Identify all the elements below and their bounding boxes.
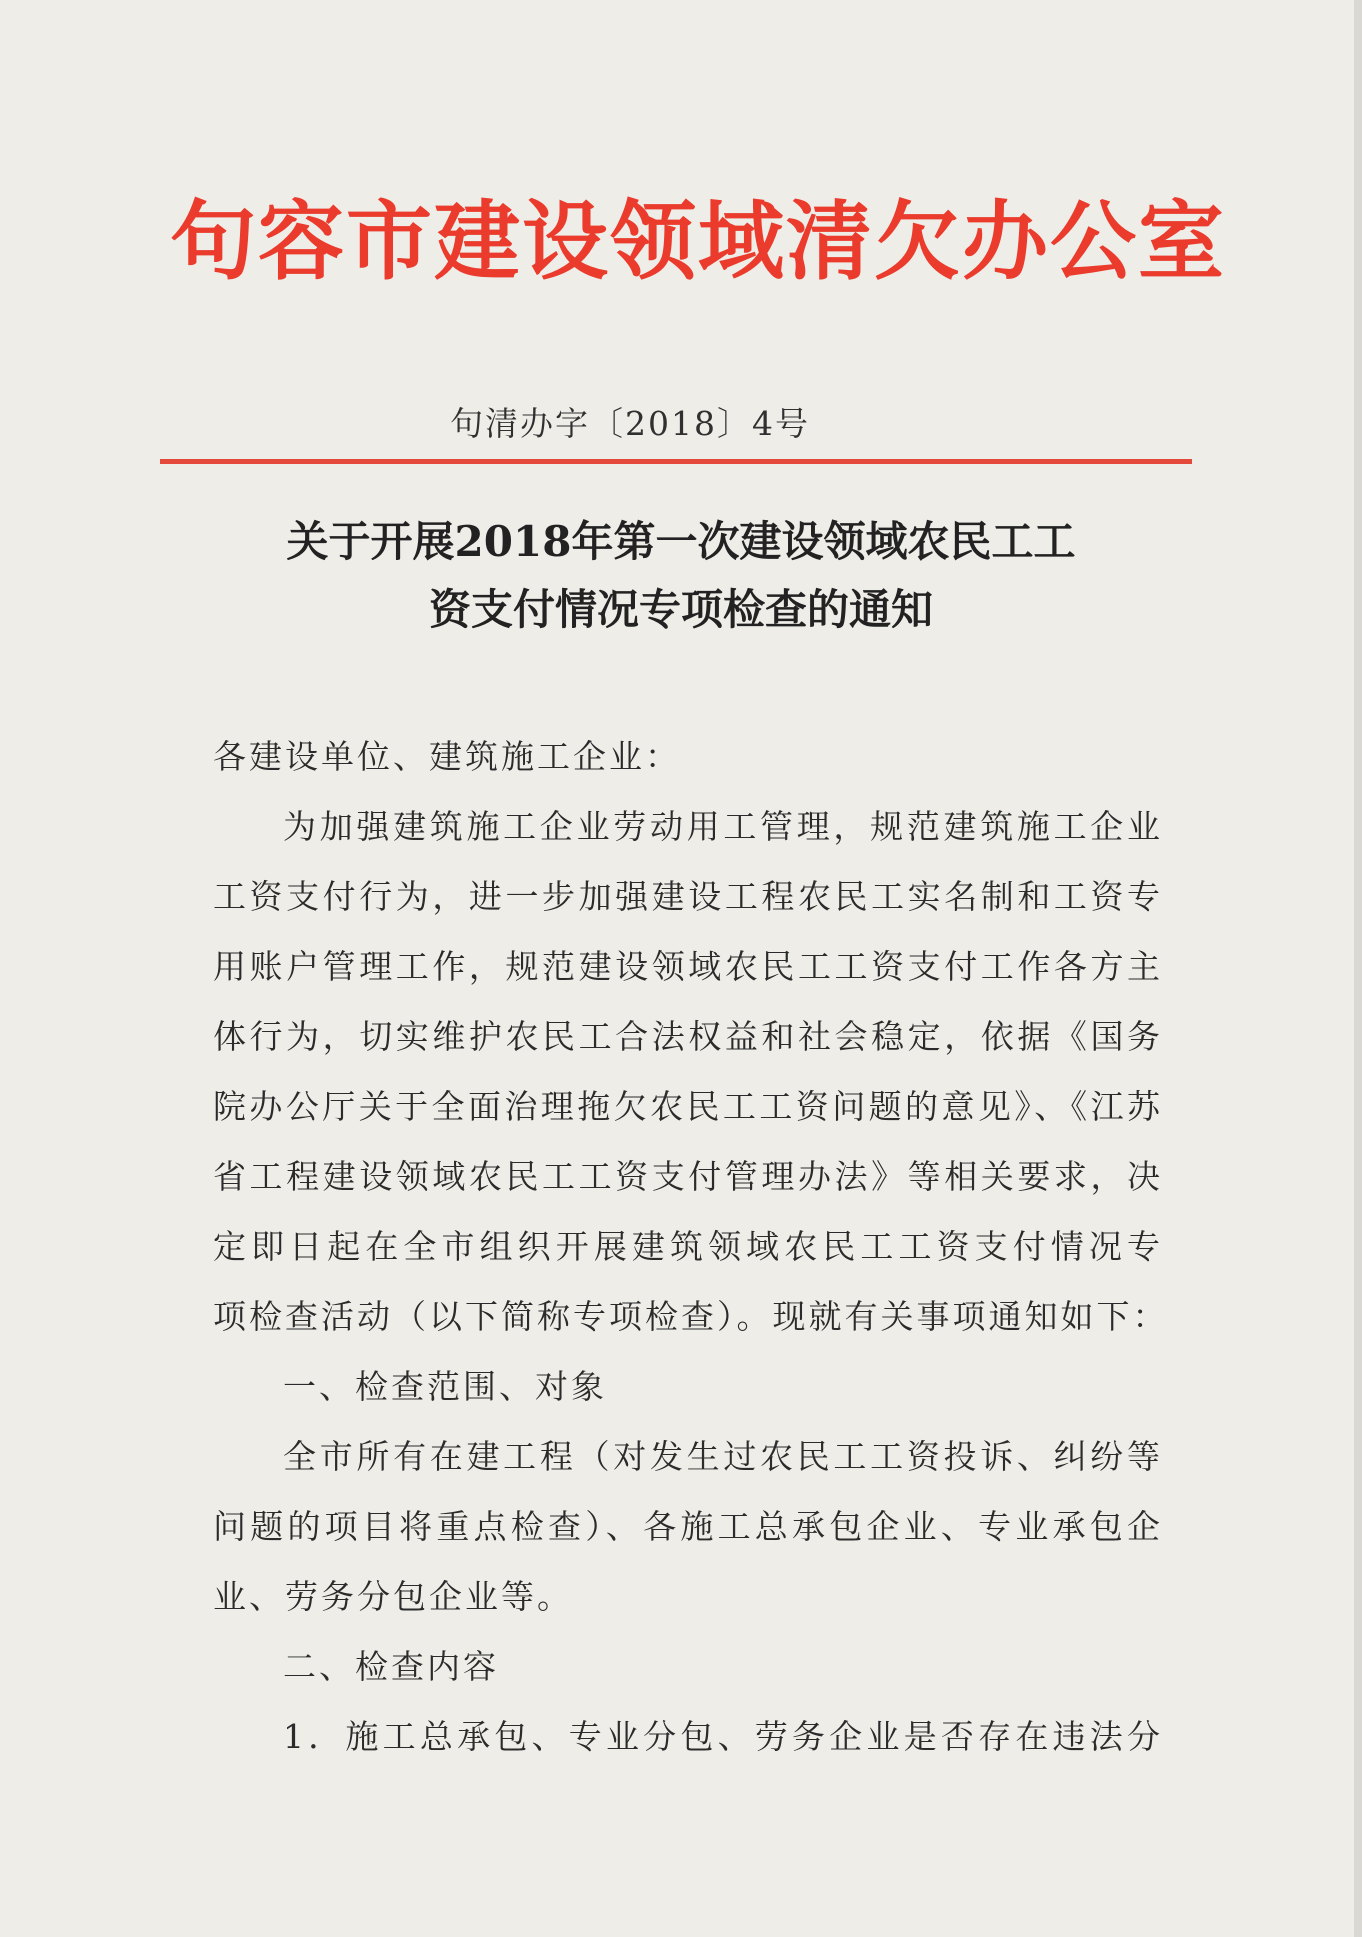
body-line: 问题的项目将重点检查）、各施工总承包企业、专业承包企 [213, 1507, 1163, 1546]
red-divider-line [160, 459, 1192, 464]
notice-title [150, 508, 1212, 644]
title-line: 关于开展2018年第一次建设领域农民工工 [286, 517, 1076, 566]
document-body [213, 722, 1169, 1772]
body-line: 全市所有在建工程（对发生过农民工工资投诉、纠纷等 [283, 1437, 1163, 1476]
body-line: 用账户管理工作，规范建设领域农民工工资支付工作各方主 [213, 947, 1163, 986]
body-line: 省工程建设领域农民工工资支付管理办法》等相关要求，决 [213, 1157, 1163, 1196]
body-line: 定即日起在全市组织开展建筑领域农民工工资支付情况专 [213, 1227, 1163, 1266]
body-line: 工资支付行为，进一步加强建设工程农民工实名制和工资专 [213, 877, 1163, 916]
document-number: 句清办字〔2018〕4号 [450, 404, 810, 443]
body-line: 项检查活动（以下简称专项检查）。现就有关事项通知如下： [213, 1297, 1169, 1336]
letterhead: 句容市建设领域清欠办公室 [170, 191, 1226, 292]
body-line: 1．施工总承包、专业分包、劳务企业是否存在违法分 [283, 1717, 1163, 1756]
section-heading: 二、检查内容 [283, 1647, 499, 1686]
body-line: 业、劳务分包企业等。 [213, 1577, 573, 1616]
salutation: 各建设单位、建筑施工企业： [213, 737, 681, 776]
body-line: 为加强建筑施工企业劳动用工管理，规范建筑施工企业 [283, 807, 1163, 846]
scan-edge [1354, 0, 1362, 1937]
body-line: 院办公厅关于全面治理拖欠农民工工资问题的意见》、《江苏 [213, 1087, 1163, 1126]
title-line: 资支付情况专项检查的通知 [428, 585, 933, 634]
body-line: 体行为，切实维护农民工合法权益和社会稳定，依据《国务 [213, 1017, 1163, 1056]
section-heading: 一、检查范围、对象 [283, 1367, 607, 1406]
